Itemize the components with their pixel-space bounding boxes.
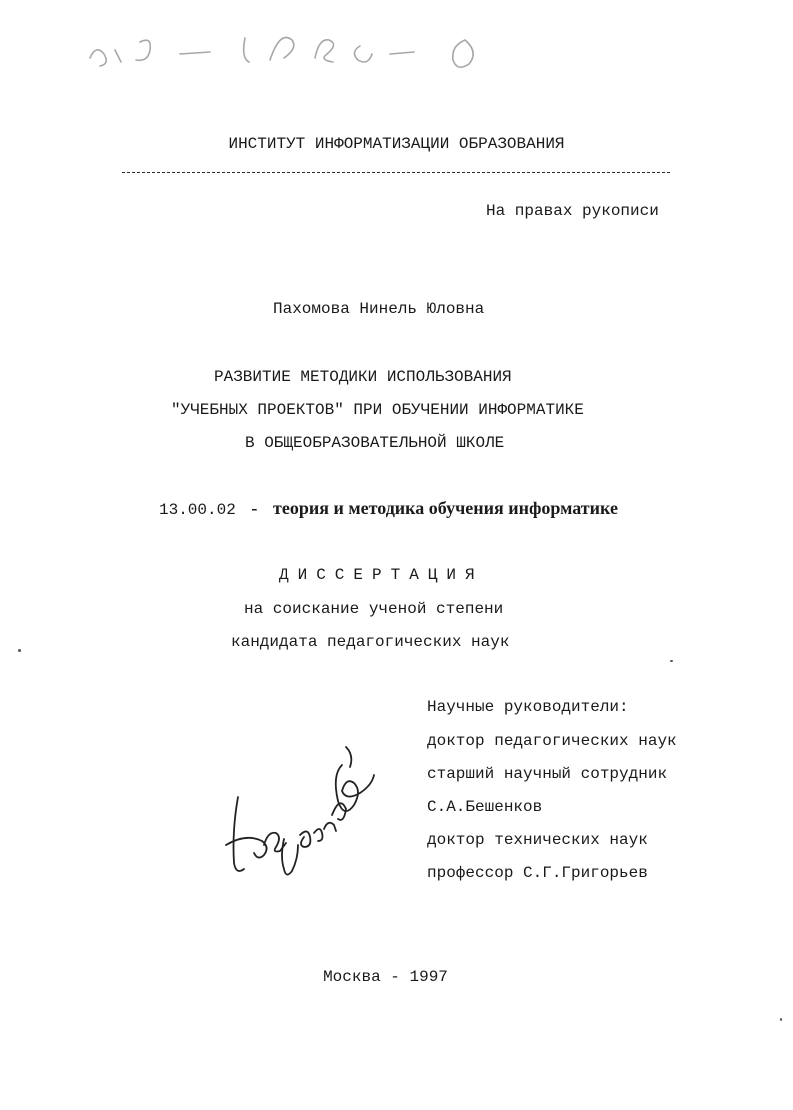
supervisor-line: С.А.Бешенков <box>427 798 543 816</box>
supervisor-line: старший научный сотрудник <box>427 765 668 783</box>
specialty-code: 13.00.02 <box>159 501 236 519</box>
specialty-dash: - <box>251 498 258 518</box>
scan-speck <box>18 649 21 652</box>
author-name: Пахомова Нинель Юловна <box>273 300 485 318</box>
supervisor-line: доктор технических наук <box>427 831 648 849</box>
manuscript-rights-note: На правах рукописи <box>486 202 659 220</box>
supervisor-line: доктор педагогических наук <box>427 732 677 750</box>
dissertation-label: ДИССЕРТАЦИЯ <box>279 566 484 584</box>
city-year: Москва - 1997 <box>323 968 448 986</box>
scan-speck <box>780 1018 782 1021</box>
specialty <box>159 498 618 520</box>
title-line: РАЗВИТИЕ МЕТОДИКИ ИСПОЛЬЗОВАНИЯ <box>214 368 512 386</box>
degree-line: на соискание ученой степени <box>244 600 504 618</box>
title-line: "УЧЕБНЫХ ПРОЕКТОВ" ПРИ ОБУЧЕНИИ ИНФОРМАТИКЕ <box>171 401 584 419</box>
supervisors-heading: Научные руководители: <box>427 698 629 716</box>
institute-name: ИНСТИТУТ ИНФОРМАТИЗАЦИИ ОБРАЗОВАНИЯ <box>228 135 565 153</box>
dashed-divider <box>122 172 670 173</box>
supervisor-line: профессор С.Г.Григорьев <box>427 864 648 882</box>
title-line: В ОБЩЕОБРАЗОВАТЕЛЬНОЙ ШКОЛЕ <box>245 434 505 452</box>
author-signature <box>220 735 390 885</box>
degree-line: кандидата педагогических наук <box>231 633 510 651</box>
archive-number-scribble <box>70 20 510 80</box>
specialty-name: теория и методика обучения информатике <box>273 498 618 518</box>
scan-speck <box>670 660 673 662</box>
